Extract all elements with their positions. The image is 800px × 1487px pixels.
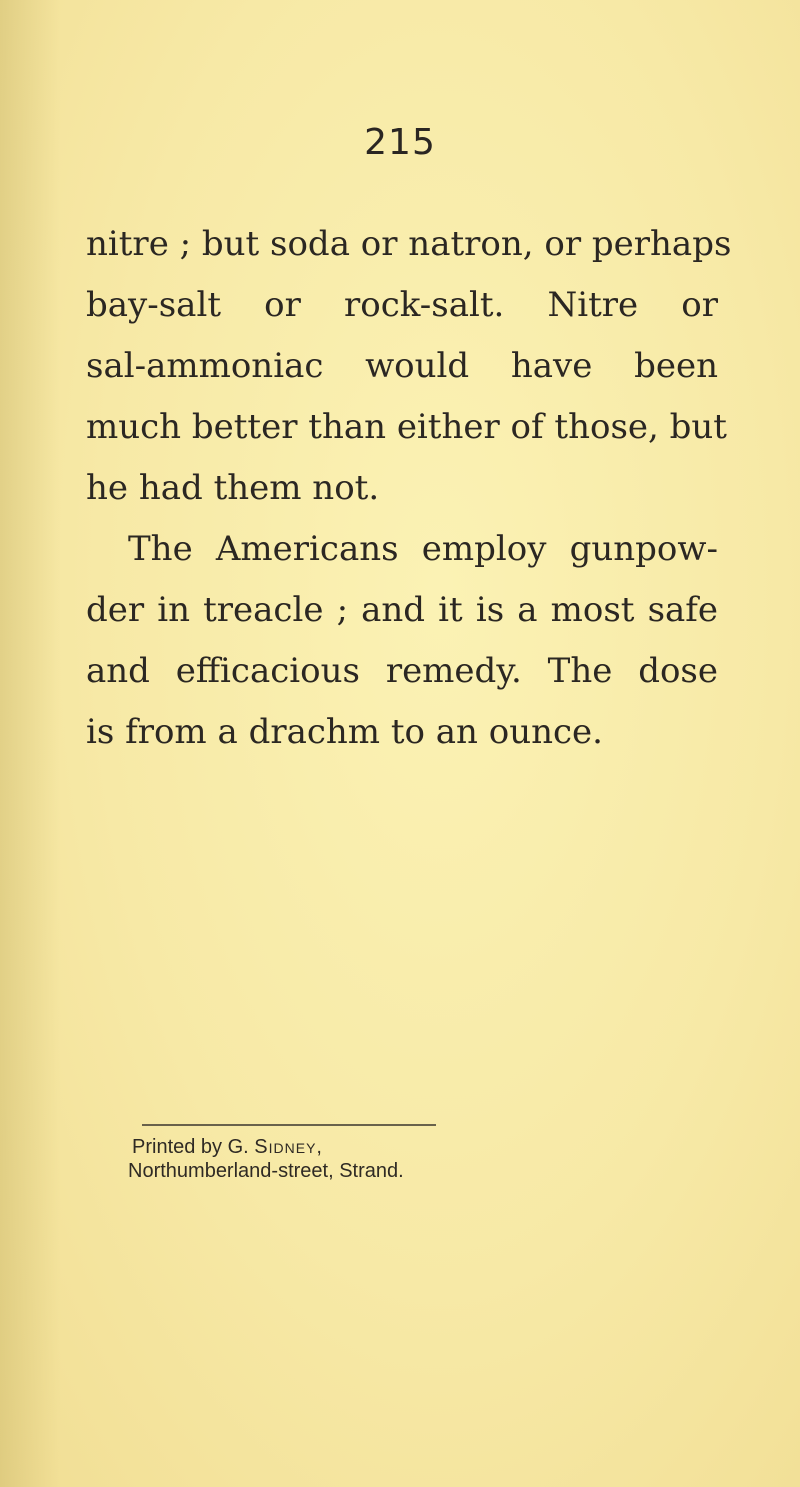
- text-line: der in treacle ; and it is a most safe: [86, 590, 718, 630]
- text-line: The Americans employ gunpow-: [128, 529, 718, 569]
- imprint-printer-name: Sidney,: [254, 1136, 323, 1158]
- printer-imprint: [128, 1135, 404, 1183]
- imprint-rule: [142, 1124, 436, 1126]
- text-line: much better than either of those, but: [86, 407, 727, 447]
- imprint-line-1: [128, 1135, 404, 1159]
- imprint-line-2: Northumberland-street, Strand.: [128, 1160, 404, 1182]
- body-text: [86, 214, 732, 763]
- page-number: 215: [364, 122, 436, 163]
- page-edge-shadow: [0, 0, 60, 1487]
- text-line: sal-ammoniac would have been: [86, 346, 718, 386]
- text-line: bay-salt or rock-salt. Nitre or: [86, 285, 718, 325]
- text-line: is from a drachm to an ounce.: [86, 712, 603, 752]
- imprint-printed-by: Printed by G.: [132, 1136, 255, 1158]
- text-line: nitre ; but soda or natron, or perhaps: [86, 224, 732, 264]
- text-line: and efficacious remedy. The dose: [86, 651, 718, 691]
- text-line: he had them not.: [86, 468, 380, 508]
